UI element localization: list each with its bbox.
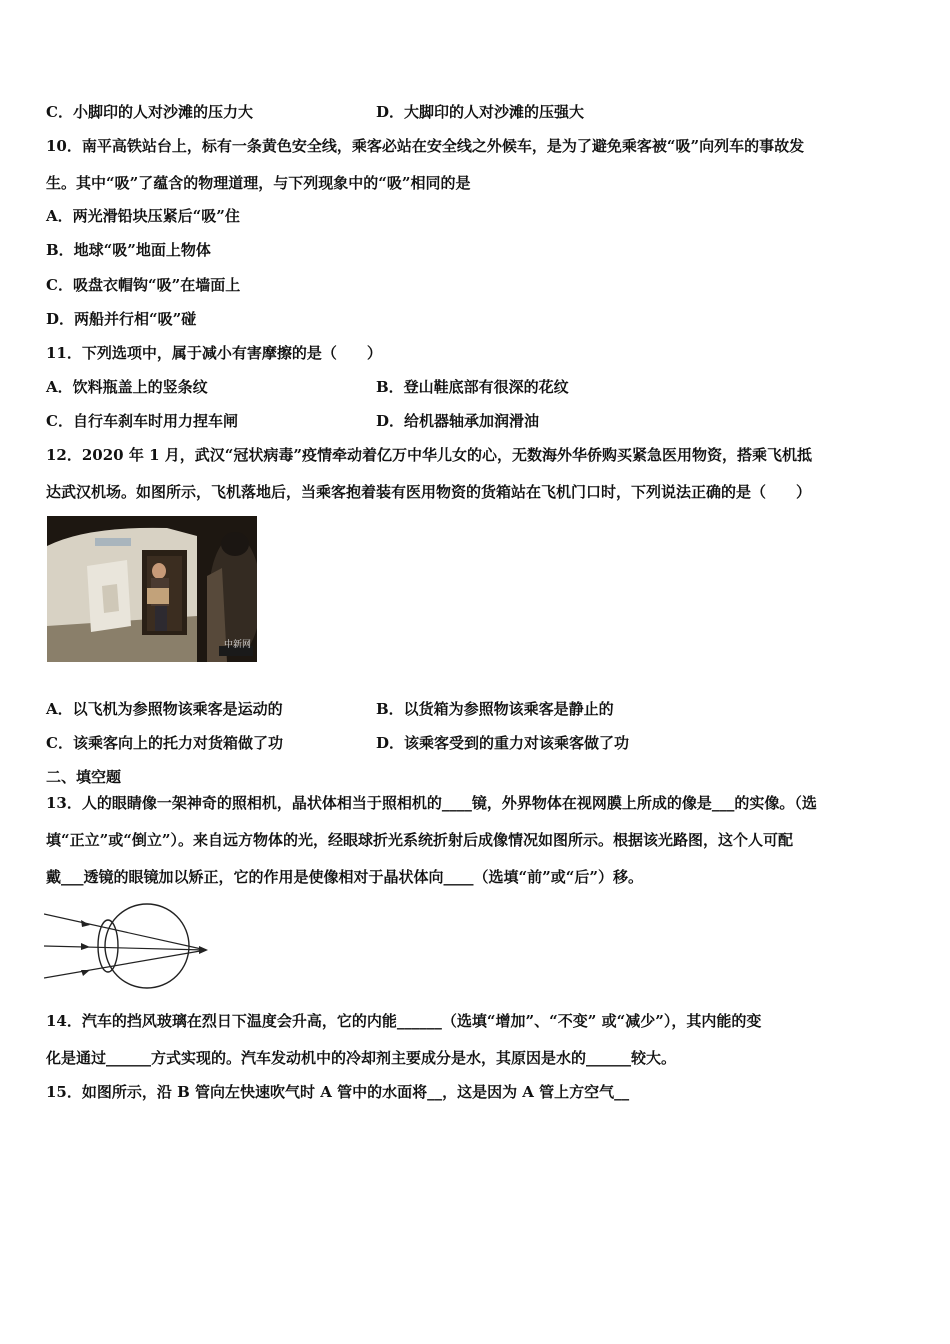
q9-option-c: C．小脚印的人对沙滩的压力大 bbox=[46, 103, 253, 121]
q14-line1: 14．汽车的挡风玻璃在烈日下温度会升高，它的内能______（选填“增加”、“不变” 或“减少”），其内能的变 bbox=[46, 1012, 762, 1030]
q12-stem-line2: 达武汉机场。如图所示，飞机落地后，当乘客抱着装有医用物资的货箱站在飞机门口时，下列说法正确的是（ ） bbox=[46, 483, 812, 501]
q15-line1: 15．如图所示，沿 B 管向左快速吹气时 A 管中的水面将__，这是因为 A 管上方空气__ bbox=[46, 1083, 630, 1101]
eye-light-path-diagram bbox=[44, 902, 214, 992]
photo-watermark: 中新网 bbox=[223, 640, 251, 650]
q12-option-b: B．以货箱为参照物该乘客是静止的 bbox=[376, 700, 614, 718]
q14-line2: 化是通过______方式实现的。汽车发动机中的冷却剂主要成分是水，其原因是水的______较大。 bbox=[46, 1049, 677, 1067]
q10-option-b: B．地球“吸”地面上物体 bbox=[46, 241, 211, 259]
q13-line1: 13．人的眼睛像一架神奇的照相机，晶状体相当于照相机的____镜，外界物体在视网膜上所成的像是___的实像。（选 bbox=[46, 794, 817, 812]
q10-stem-line1: 10．南平高铁站台上，标有一条黄色安全线，乘客必站在安全线之外候车，是为了避免乘客被“吸”向列车的事故发 bbox=[46, 137, 805, 155]
q10-stem-line2: 生。其中“吸”了蕴含的物理道理，与下列现象中的“吸”相同的是 bbox=[46, 174, 471, 192]
q11-option-a: A．饮料瓶盖上的竖条纹 bbox=[46, 378, 208, 396]
q12-option-d: D．该乘客受到的重力对该乘客做了功 bbox=[376, 734, 630, 752]
q9-option-d: D．大脚印的人对沙滩的压强大 bbox=[376, 103, 585, 121]
q11-stem: 11．下列选项中，属于减小有害摩擦的是（ ） bbox=[46, 344, 382, 362]
q12-option-c: C．该乘客向上的托力对货箱做了功 bbox=[46, 734, 283, 752]
q10-option-a: A．两光滑铅块压紧后“吸”住 bbox=[46, 207, 240, 225]
q13-line3: 戴___透镜的眼镜加以矫正，它的作用是使像相对于晶状体向____（选填“前”或“后”）移。 bbox=[46, 868, 644, 886]
q13-line2: 填“正立”或“倒立”）。来自远方物体的光，经眼球折光系统折射后成像情况如图所示。根据该光路图，这个人可配 bbox=[46, 831, 794, 849]
q10-option-c: C．吸盘衣帽钩“吸”在墙面上 bbox=[46, 276, 241, 294]
q12-option-a: A．以飞机为参照物该乘客是运动的 bbox=[46, 700, 283, 718]
q11-option-c: C．自行车刹车时用力捏车闸 bbox=[46, 412, 238, 430]
q10-option-d: D．两船并行相“吸”碰 bbox=[46, 310, 197, 328]
q12-stem-line1: 12．2020 年 1 月，武汉“冠状病毒”疫情牵动着亿万中华儿女的心，无数海外华侨购买紧急医用物资，搭乘飞机抵 bbox=[46, 446, 812, 464]
q11-option-d: D．给机器轴承加润滑油 bbox=[376, 412, 540, 430]
section-heading-fill-in: 二、填空题 bbox=[46, 768, 122, 786]
airplane-door-photo bbox=[47, 516, 257, 662]
q11-option-b: B．登山鞋底部有很深的花纹 bbox=[376, 378, 569, 396]
